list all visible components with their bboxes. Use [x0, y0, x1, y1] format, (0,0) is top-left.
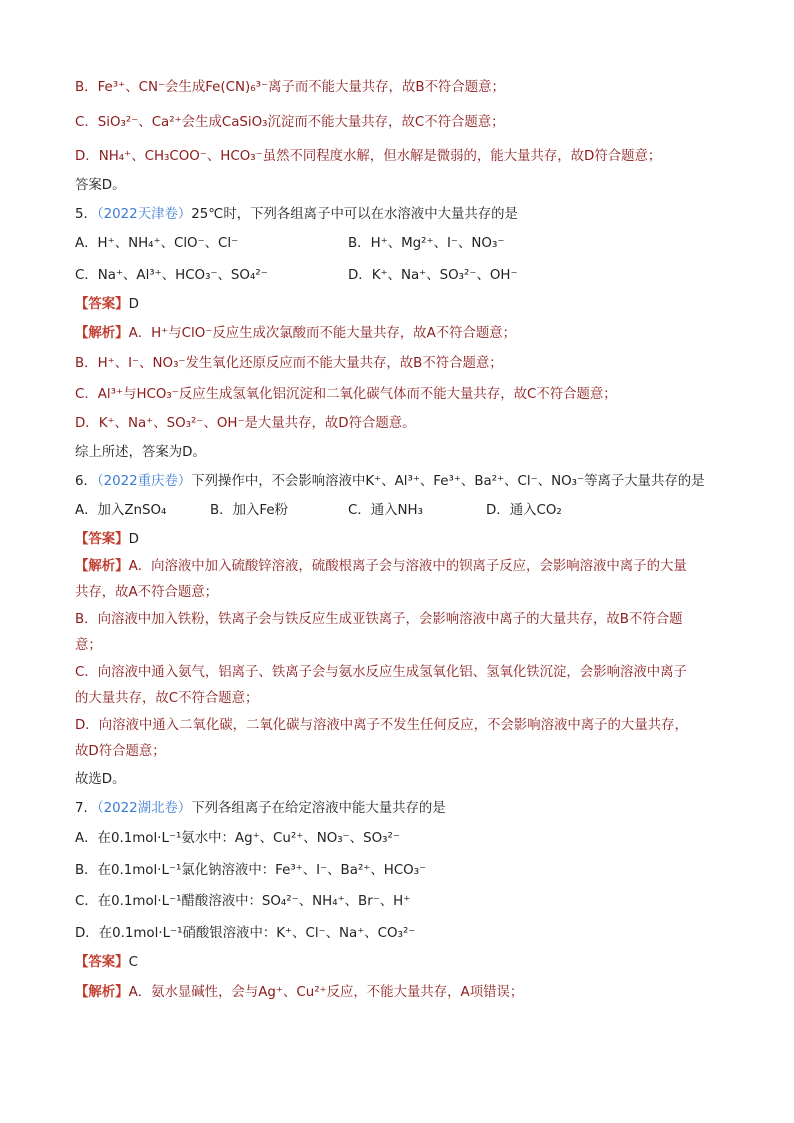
q5-option-b: B．H⁺、Mg²⁺、I⁻、NO₃⁻	[348, 236, 505, 251]
q5-option-c: C．Na⁺、Al³⁺、HCO₃⁻、SO₄²⁻	[75, 268, 268, 283]
q5-explanation-tag: 【解析】	[75, 326, 129, 341]
q5-answer: D	[128, 297, 139, 312]
q6-explanation-a-line1	[75, 557, 720, 577]
q6-stem: 下列操作中，不会影响溶液中K⁺、Al³⁺、Fe³⁺、Ba²⁺、Cl⁻、NO₃⁻等离子大量共存的是	[191, 474, 705, 489]
q7-explanation-a: A．氨水显碱性，会与Ag⁺、Cu²⁺反应，不能大量共存，A项错误；	[128, 985, 524, 1000]
q6-option-a: A．加入ZnSO₄	[75, 503, 167, 518]
q6-option-c: C．通入NH₃	[348, 503, 423, 518]
q7-option-d: D．在0.1mol·L⁻¹硝酸银溶液中：K⁺、Cl⁻、Na⁺、CO₃²⁻	[75, 926, 416, 941]
q5-explanation-c: C．Al³⁺与HCO₃⁻反应生成氢氧化铝沉淀和二氧化碳气体而不能大量共存，故C不符合题意；	[75, 387, 617, 402]
q5-summary: 综上所述，答案为D。	[75, 445, 206, 460]
q7-option-b: B．在0.1mol·L⁻¹氯化钠溶液中：Fe³⁺、I⁻、Ba²⁺、HCO₃⁻	[75, 863, 427, 878]
q7-explanation-a-line	[75, 983, 720, 1003]
q5-answer-tag: 【答案】	[75, 297, 129, 312]
q5-explanation-a: A．H⁺与ClO⁻反应生成次氯酸而不能大量共存，故A不符合题意；	[128, 326, 517, 341]
prev-explanation-c: C．SiO₃²⁻、Ca²⁺会生成CaSiO₃沉淀而不能大量共存，故C不符合题意；	[75, 115, 505, 130]
q5-explanation-d: D．K⁺、Na⁺、SO₃²⁻、OH⁻是大量共存，故D符合题意。	[75, 416, 416, 431]
q6-number: 6．	[75, 474, 97, 489]
prev-explanation-d: D．NH₄⁺、CH₃COO⁻、HCO₃⁻虽然不同程度水解，但水解是微弱的，能大量共存，故D符合题意；	[75, 149, 662, 164]
q6-explanation-b-line2: 意；	[75, 638, 102, 653]
q6-explanation-tag: 【解析】	[75, 559, 129, 574]
q6-answer: D	[128, 532, 139, 547]
q7-answer-line	[75, 953, 720, 973]
q7-stem-line	[75, 799, 720, 819]
q6-explanation-c-line1: C．向溶液中通入氨气，铝离子、铁离子会与氨水反应生成氢氧化铝、氢氧化铁沉淀，会影响溶液中离子	[75, 665, 687, 680]
q7-answer: C	[128, 955, 138, 970]
q6-source: （2022重庆卷）	[96, 474, 192, 489]
q6-option-d: D．通入CO₂	[486, 503, 562, 518]
q7-answer-tag: 【答案】	[75, 955, 129, 970]
q6-option-b: B．加入Fe粉	[210, 503, 288, 518]
q5-stem: 25℃时，下列各组离子中可以在水溶液中大量共存的是	[191, 207, 518, 222]
q7-explanation-tag: 【解析】	[75, 985, 129, 1000]
q5-answer-line	[75, 295, 720, 315]
q7-stem: 下列各组离子在给定溶液中能大量共存的是	[191, 801, 446, 816]
q7-number: 7．	[75, 801, 97, 816]
prev-explanation-b: B．Fe³⁺、CN⁻会生成Fe(CN)₆³⁻离子而不能大量共存，故B不符合题意；	[75, 80, 505, 95]
q5-option-a: A．H⁺、NH₄⁺、ClO⁻、Cl⁻	[75, 236, 239, 251]
q5-stem-line	[75, 205, 720, 225]
q6-stem-line	[75, 472, 720, 492]
q7-option-a: A．在0.1mol·L⁻¹氨水中：Ag⁺、Cu²⁺、NO₃⁻、SO₃²⁻	[75, 831, 400, 846]
q6-explanation-d-line2: 故D符合题意；	[75, 744, 166, 759]
q5-explanation-a-line	[75, 324, 720, 344]
q6-answer-tag: 【答案】	[75, 532, 129, 547]
q7-source: （2022湖北卷）	[96, 801, 192, 816]
q6-summary: 故选D。	[75, 772, 126, 787]
q6-answer-line	[75, 530, 720, 550]
prev-answer: 答案D。	[75, 178, 126, 193]
q6-explanation-b-line1: B．向溶液中加入铁粉，铁离子会与铁反应生成亚铁离子，会影响溶液中离子的大量共存，故B不符合题	[75, 612, 683, 627]
q7-option-c: C．在0.1mol·L⁻¹醋酸溶液中：SO₄²⁻、NH₄⁺、Br⁻、H⁺	[75, 894, 411, 909]
q5-explanation-b: B．H⁺、I⁻、NO₃⁻发生氧化还原反应而不能大量共存，故B不符合题意；	[75, 356, 503, 371]
q5-option-d: D．K⁺、Na⁺、SO₃²⁻、OH⁻	[348, 268, 518, 283]
q6-explanation-a-line2: 共存，故A不符合题意；	[75, 585, 219, 600]
q5-source: （2022天津卷）	[96, 207, 192, 222]
q6-explanation-d-line1: D．向溶液中通入二氧化碳，二氧化碳与溶液中离子不发生任何反应，不会影响溶液中离子的大量共存，	[75, 718, 688, 733]
q5-number: 5．	[75, 207, 97, 222]
q6-explanation-a1: A．向溶液中加入硫酸锌溶液，硫酸根离子会与溶液中的钡离子反应，会影响溶液中离子的大量	[128, 559, 687, 574]
q6-explanation-c-line2: 的大量共存，故C不符合题意；	[75, 691, 259, 706]
